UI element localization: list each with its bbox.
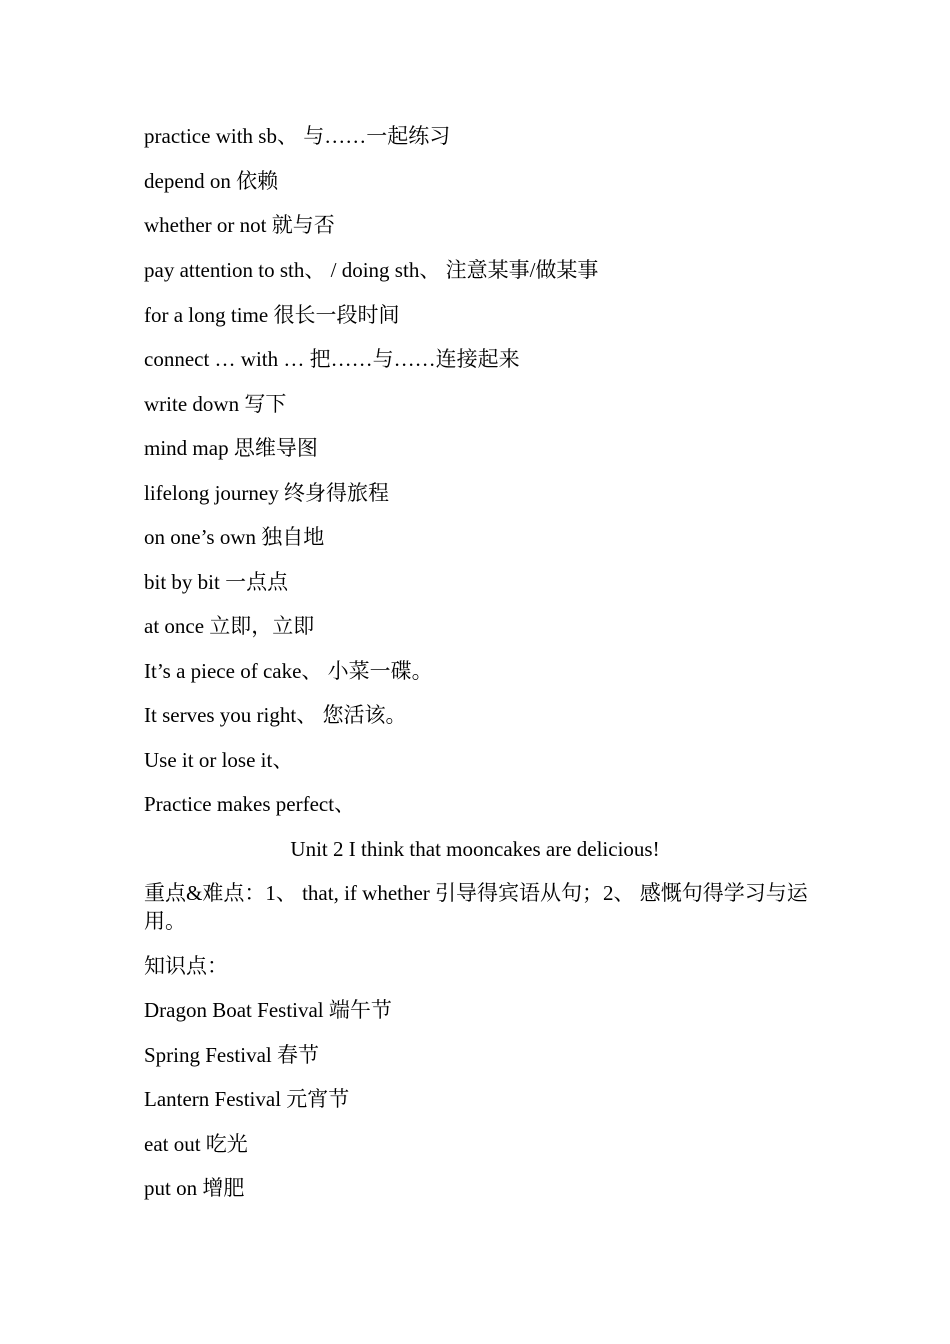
phrase-line: mind map 思维导图 (144, 436, 318, 460)
phrase-line: Dragon Boat Festival 端午节 (144, 998, 392, 1022)
phrase-line: for a long time 很长一段时间 (144, 303, 400, 327)
phrase-line: It serves you right、 您活该。 (144, 703, 407, 727)
phrase-line: Lantern Festival 元宵节 (144, 1087, 350, 1111)
phrase-line: write down 写下 (144, 392, 287, 416)
phrase-line: on one’s own 独自地 (144, 525, 325, 549)
phrase-line: put on 增肥 (144, 1176, 245, 1200)
phrase-line: Use it or lose it、 (144, 748, 294, 772)
phrase-line: pay attention to sth、 / doing sth、 注意某事/做某事 (144, 258, 599, 282)
knowledge-label: 知识点： (144, 954, 228, 978)
phrase-line: eat out 吃光 (144, 1132, 248, 1156)
phrase-line: It’s a piece of cake、 小菜一碟。 (144, 659, 433, 683)
phrase-line: connect … with … 把……与……连接起来 (144, 347, 520, 371)
phrase-line: bit by bit 一点点 (144, 570, 289, 594)
phrase-line: Practice makes perfect、 (144, 792, 356, 816)
key-points-paragraph: 重点&难点：1、 that, if whether 引导得宾语从句；2、 感慨句得学习与运用。 (144, 881, 808, 933)
phrase-line: lifelong journey 终身得旅程 (144, 481, 389, 505)
phrase-line: Spring Festival 春节 (144, 1043, 320, 1067)
phrase-line: practice with sb、 与……一起练习 (144, 124, 451, 148)
phrase-line: whether or not 就与否 (144, 213, 335, 237)
unit-title: Unit 2 I think that mooncakes are delicious! (290, 837, 660, 861)
phrase-line: depend on 依赖 (144, 169, 279, 193)
phrase-line: at once 立即，立即 (144, 614, 315, 638)
